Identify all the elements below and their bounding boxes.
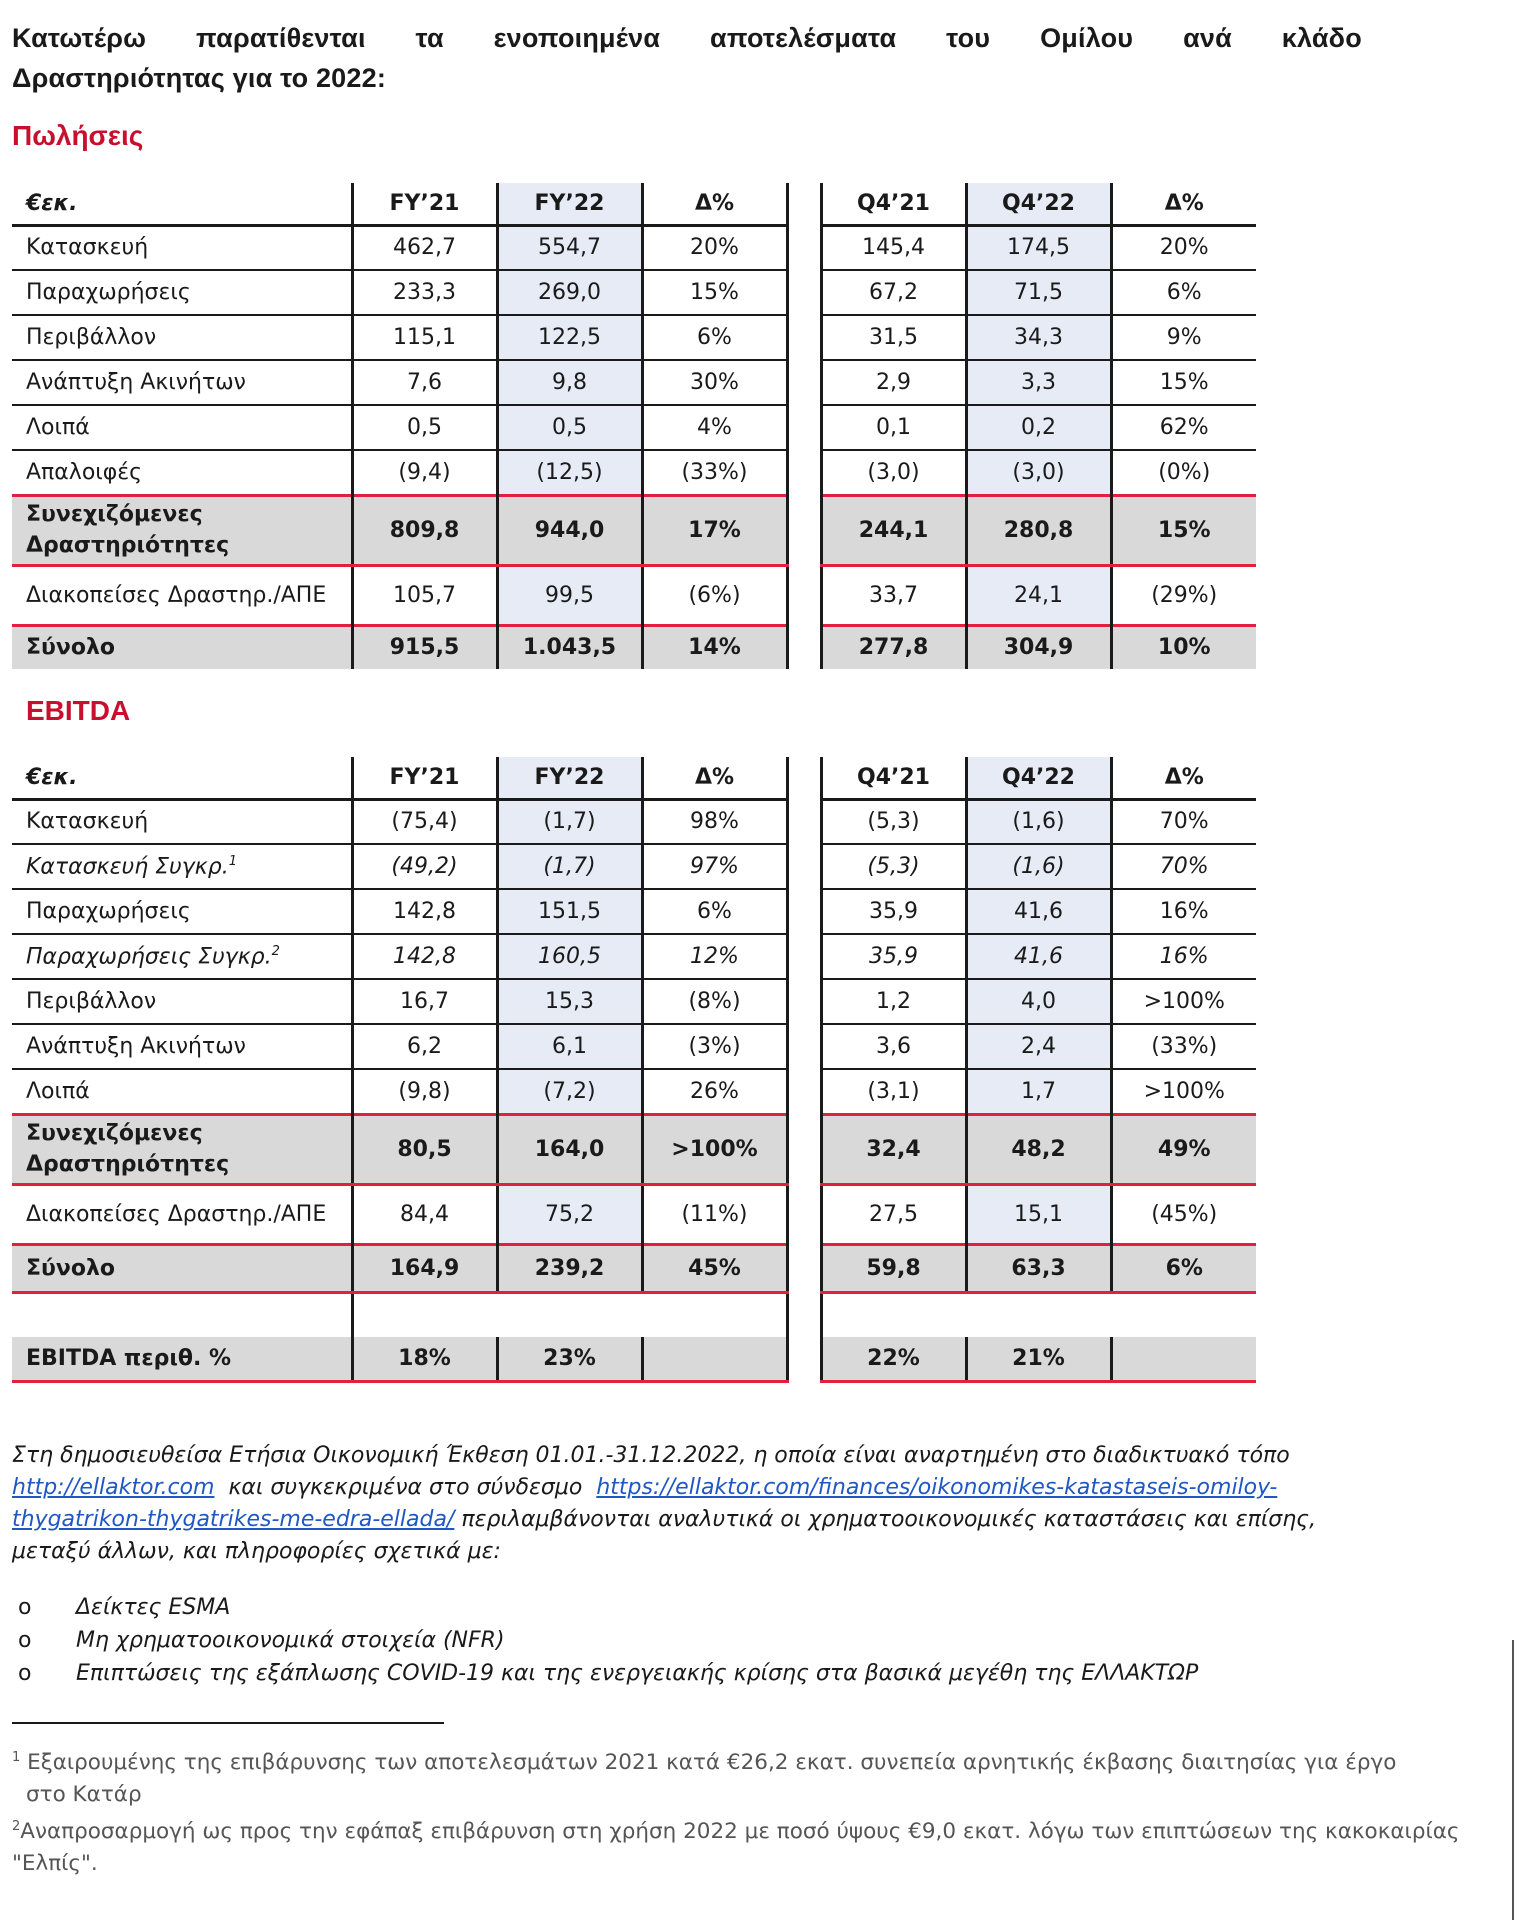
row-label: Απαλοιφές [26,459,143,485]
cell-value: 6% [1111,1244,1256,1292]
cell-value: 16% [1111,889,1256,934]
cell-value: 35,9 [821,889,966,934]
header-delta-q: Δ% [1111,183,1256,225]
cell-value: 4,0 [966,979,1111,1024]
intro-line-2: Δραστηριότητας για το 2022: [12,63,387,93]
cell-value: 944,0 [497,495,642,565]
cell-value: 32,4 [821,1114,966,1184]
cell-value: 554,7 [497,225,642,270]
intro-heading [12,18,1362,98]
footnote-text: "Ελπίς". [12,1851,98,1877]
cell-value: 142,8 [352,934,497,979]
table-row [12,450,1256,495]
row-label: EBITDA περιθ. % [12,1337,352,1381]
row-label: Σύνολο [12,625,352,669]
cell-value: 151,5 [497,889,642,934]
cell-value: 0,5 [497,405,642,450]
cell-value: 0,1 [821,405,966,450]
cell-value: 15,1 [966,1184,1111,1244]
table-header-row [12,183,1256,225]
discontinued-operations-row [12,565,1256,625]
table-row [12,1024,1256,1069]
cell-value: 67,2 [821,270,966,315]
continuing-operations-row [12,495,1256,565]
intro-word: κλάδο [1281,23,1362,53]
discontinued-operations-row [12,1184,1256,1244]
intro-word: ενοποιημένα [493,23,661,53]
cell-value: 239,2 [497,1244,642,1292]
cell-value: 62% [1111,405,1256,450]
row-label: Παραχωρήσεις [12,889,352,934]
table-row [12,360,1256,405]
header-q422: Q4’22 [966,183,1111,225]
page-edge-line [1512,1640,1514,1920]
cell-value: 174,5 [966,225,1111,270]
paragraph-text: περιλαμβάνονται αναλυτικά οι χρηματοοικονομικές καταστάσεις και επίσης, μεταξύ άλλων, και πληροφορίες σχετικά με: [12,1507,1317,1564]
header-q422: Q4’22 [966,757,1111,799]
intro-word: του [946,23,991,53]
row-label: Λοιπά [12,405,352,450]
cell-value: 23% [497,1337,642,1381]
cell-value: 22% [821,1337,966,1381]
cell-value: 7,6 [352,360,497,405]
paragraph-text: και συγκεκριμένα στο σύνδεσμο [228,1475,583,1500]
cell-value: 16,7 [352,979,497,1024]
cell-value: (45%) [1111,1184,1256,1244]
intro-word: Κατωτέρω [12,23,147,53]
list-item-text: Δείκτες ESMA [76,1595,231,1620]
footnote-mark: 1 [12,1750,21,1765]
cell-value: (5,3) [821,844,966,889]
footnote-text: Αναπροσαρμογή ως προς την εφάπαξ επιβάρυνση στη χρήση 2022 με ποσό ύψους €9,0 εκατ. λόγω των επιπτώσεων της κακοκαιρίας [20,1819,1460,1845]
table-row [12,405,1256,450]
cell-value: 145,4 [821,225,966,270]
row-label-line: Συνεχιζόμενες [26,502,203,527]
cell-value: 99,5 [497,565,642,625]
table-row [12,1069,1256,1114]
cell-value: 97% [642,844,787,889]
intro-word: τα [415,23,444,53]
cell-value: 809,8 [352,495,497,565]
row-label: Παραχωρήσεις [12,270,352,315]
cell-value: 34,3 [966,315,1111,360]
cell-value: 15% [1111,495,1256,565]
table-row [12,844,1256,889]
cell-value: (49,2) [352,844,497,889]
cell-value: 3,6 [821,1024,966,1069]
paragraph-text: Στη δημοσιευθείσα Ετήσια Οικονομική Έκθεση 01.01.-31.12.2022, η οποία είναι αναρτημένη στο διαδικτυακό τόπο [12,1443,1290,1468]
table-row [12,799,1256,844]
cell-value: (3,1) [821,1069,966,1114]
cell-value: (1,6) [966,844,1111,889]
ebitda-title: EBITDA [26,695,131,726]
cell-value: 164,0 [497,1114,642,1184]
row-label-text: Κατασκευή Συγκρ. [26,854,229,880]
row-label [12,844,352,889]
cell-value: 1,2 [821,979,966,1024]
intro-word: αποτελέσματα [710,23,897,53]
cell-value: 41,6 [966,934,1111,979]
cell-value: 15% [1111,360,1256,405]
cell-value: 20% [1111,225,1256,270]
table-row [12,889,1256,934]
cell-value: 105,7 [352,565,497,625]
cell-value: (6%) [642,565,787,625]
intro-word: ανά [1183,23,1232,53]
footnote-2 [12,1811,1502,1880]
cell-value: 41,6 [966,889,1111,934]
cell-value: 6% [642,315,787,360]
table-row [12,225,1256,270]
cell-value: 4% [642,405,787,450]
cell-value: >100% [642,1114,787,1184]
bullet-marker: o [18,1595,32,1620]
cell-value: 31,5 [821,315,966,360]
row-label: Λοιπά [26,1078,90,1104]
header-fy21: FY’21 [352,183,497,225]
cell-value: 3,3 [966,360,1111,405]
cell-value: (29%) [1111,565,1256,625]
ebitda-table [12,757,1256,1383]
cell-value: 45% [642,1244,787,1292]
footnote-mark: 2 [271,943,280,959]
total-row [12,625,1256,669]
row-label-text: Παραχωρήσεις Συγκρ. [26,944,272,970]
cell-value: 304,9 [966,625,1111,669]
financial-statements-link[interactable]: https://ellaktor.com/finances/oikonomikes-katastaseis-omiloy-thygatrikon-thygatrikes-me-edra-ellada/ [12,1475,1278,1532]
cell-value: 160,5 [497,934,642,979]
cell-value: 10% [1111,625,1256,669]
intro-word: Ομίλου [1040,23,1134,53]
cell-value: 122,5 [497,315,642,360]
footnotes [12,1742,1502,1880]
intro-line-1 [12,18,1362,58]
row-label [12,1114,352,1184]
footnote-divider [12,1722,444,1724]
header-delta-q: Δ% [1111,757,1256,799]
cell-value: 0,2 [966,405,1111,450]
cell-value: 14% [642,625,787,669]
cell-value: (9,4) [352,450,497,495]
cell-value: (1,7) [497,799,642,844]
header-fy22: FY’22 [497,757,642,799]
footnote-1 [12,1742,1502,1811]
cell-value: 80,5 [352,1114,497,1184]
table-row [12,315,1256,360]
cell-value: 12% [642,934,787,979]
cell-value: (3,0) [966,450,1111,495]
cell-value: 75,2 [497,1184,642,1244]
cell-value: 16% [1111,934,1256,979]
list-item-text: Μη χρηματοοικονομικά στοιχεία (NFR) [76,1628,505,1653]
cell-value: 2,9 [821,360,966,405]
cell-value: 26% [642,1069,787,1114]
table-row [12,934,1256,979]
cell-value: 48,2 [966,1114,1111,1184]
row-label: Διακοπείσες Δραστηρ./ΑΠΕ [26,1201,327,1227]
cell-value: 277,8 [821,625,966,669]
ellaktor-home-link[interactable]: http://ellaktor.com [12,1475,215,1500]
header-delta: Δ% [642,183,787,225]
cell-value: 244,1 [821,495,966,565]
cell-value: 30% [642,360,787,405]
row-label: Σύνολο [12,1244,352,1292]
bullet-marker: o [18,1628,32,1653]
row-label: Κατασκευή [12,799,352,844]
cell-value: 18% [352,1337,497,1381]
header-q421: Q4’21 [821,183,966,225]
cell-value: 6% [1111,270,1256,315]
cell-value: 59,8 [821,1244,966,1292]
cell-value: 233,3 [352,270,497,315]
cell-value: (9,8) [352,1069,497,1114]
table-header-row [12,757,1256,799]
cell-value: 20% [642,225,787,270]
cell-value: 915,5 [352,625,497,669]
cell-value: 84,4 [352,1184,497,1244]
row-label [12,495,352,565]
table-row [12,979,1256,1024]
cell-value: 142,8 [352,889,497,934]
cell-value: (3,0) [821,450,966,495]
row-label: Κατασκευή [12,225,352,270]
cell-value: 71,5 [966,270,1111,315]
spacer-row [12,1292,1256,1337]
cell-value: 24,1 [966,565,1111,625]
row-label-line: Δραστηριότητες [26,1152,230,1177]
cell-value: (12,5) [497,450,642,495]
cell-value: 35,9 [821,934,966,979]
total-row [12,1244,1256,1292]
row-label-line: Δραστηριότητες [26,533,230,558]
cell-value: 164,9 [352,1244,497,1292]
cell-value: 6,1 [497,1024,642,1069]
row-label: Διακοπείσες Δραστηρ./ΑΠΕ [26,582,327,608]
cell-value: 70% [1111,799,1256,844]
cell-value: 27,5 [821,1184,966,1244]
header-q421: Q4’21 [821,757,966,799]
row-label: Ανάπτυξη Ακινήτων [12,360,352,405]
cell-value: (3%) [642,1024,787,1069]
cell-value: 21% [966,1337,1111,1381]
cell-value: (5,3) [821,799,966,844]
cell-value [1111,1337,1256,1381]
cell-value: 115,1 [352,315,497,360]
cell-value: 462,7 [352,225,497,270]
cell-value: 0,5 [352,405,497,450]
cell-value: 1.043,5 [497,625,642,669]
cell-value: 49% [1111,1114,1256,1184]
cell-value: (11%) [642,1184,787,1244]
cell-value [642,1337,787,1381]
list-item [18,1624,1198,1657]
row-label: Περιβάλλον [12,979,352,1024]
cell-value: (33%) [642,450,787,495]
intro-word: παρατίθενται [196,23,366,53]
sales-table [12,183,1256,669]
cell-value: 9,8 [497,360,642,405]
cell-value: (75,4) [352,799,497,844]
cell-value: (7,2) [497,1069,642,1114]
cell-value: >100% [1111,979,1256,1024]
header-fy21: FY’21 [352,757,497,799]
info-paragraph [12,1440,1372,1568]
cell-value: 9% [1111,315,1256,360]
footnote-text: στο Κατάρ [26,1782,142,1808]
cell-value: >100% [1111,1069,1256,1114]
footnote-mark: 2 [12,1819,21,1835]
row-label-line: Συνεχιζόμενες [26,1121,203,1146]
sales-title: Πωλήσεις [12,120,144,151]
header-fy22: FY’22 [497,183,642,225]
list-item [18,1657,1198,1690]
cell-value: 1,7 [966,1069,1111,1114]
bullet-marker: o [18,1661,32,1686]
footnote-mark: 1 [228,853,237,869]
cell-value: 98% [642,799,787,844]
row-label: Ανάπτυξη Ακινήτων [12,1024,352,1069]
header-delta: Δ% [642,757,787,799]
cell-value: 6,2 [352,1024,497,1069]
cell-value: (1,7) [497,844,642,889]
row-label: Περιβάλλον [12,315,352,360]
cell-value: 15,3 [497,979,642,1024]
footnote-text: Εξαιρουμένης της επιβάρυνσης των αποτελεσμάτων 2021 κατά €26,2 εκατ. συνεπεία αρνητικής έκβασης διαιτησίας για έργο [27,1750,1397,1776]
row-label [12,934,352,979]
list-item [18,1591,1198,1624]
cell-value: 70% [1111,844,1256,889]
list-item-text: Επιπτώσεις της εξάπλωσης COVID-19 και της ενεργειακής κρίσης στα βασικά μεγέθη της ΕΛΛΑΚΤΩΡ [76,1661,1199,1686]
cell-value: (0%) [1111,450,1256,495]
cell-value: 33,7 [821,565,966,625]
continuing-operations-row [12,1114,1256,1184]
cell-value: 6% [642,889,787,934]
cell-value: 280,8 [966,495,1111,565]
info-bullet-list [18,1591,1198,1690]
cell-value: (8%) [642,979,787,1024]
cell-value: 17% [642,495,787,565]
cell-value: 15% [642,270,787,315]
header-unit: €εκ. [12,183,352,225]
ebitda-margin-row [12,1337,1256,1381]
cell-value: 63,3 [966,1244,1111,1292]
table-row [12,270,1256,315]
cell-value: (33%) [1111,1024,1256,1069]
cell-value: 269,0 [497,270,642,315]
cell-value: 2,4 [966,1024,1111,1069]
header-unit: €εκ. [12,757,352,799]
cell-value: (1,6) [966,799,1111,844]
